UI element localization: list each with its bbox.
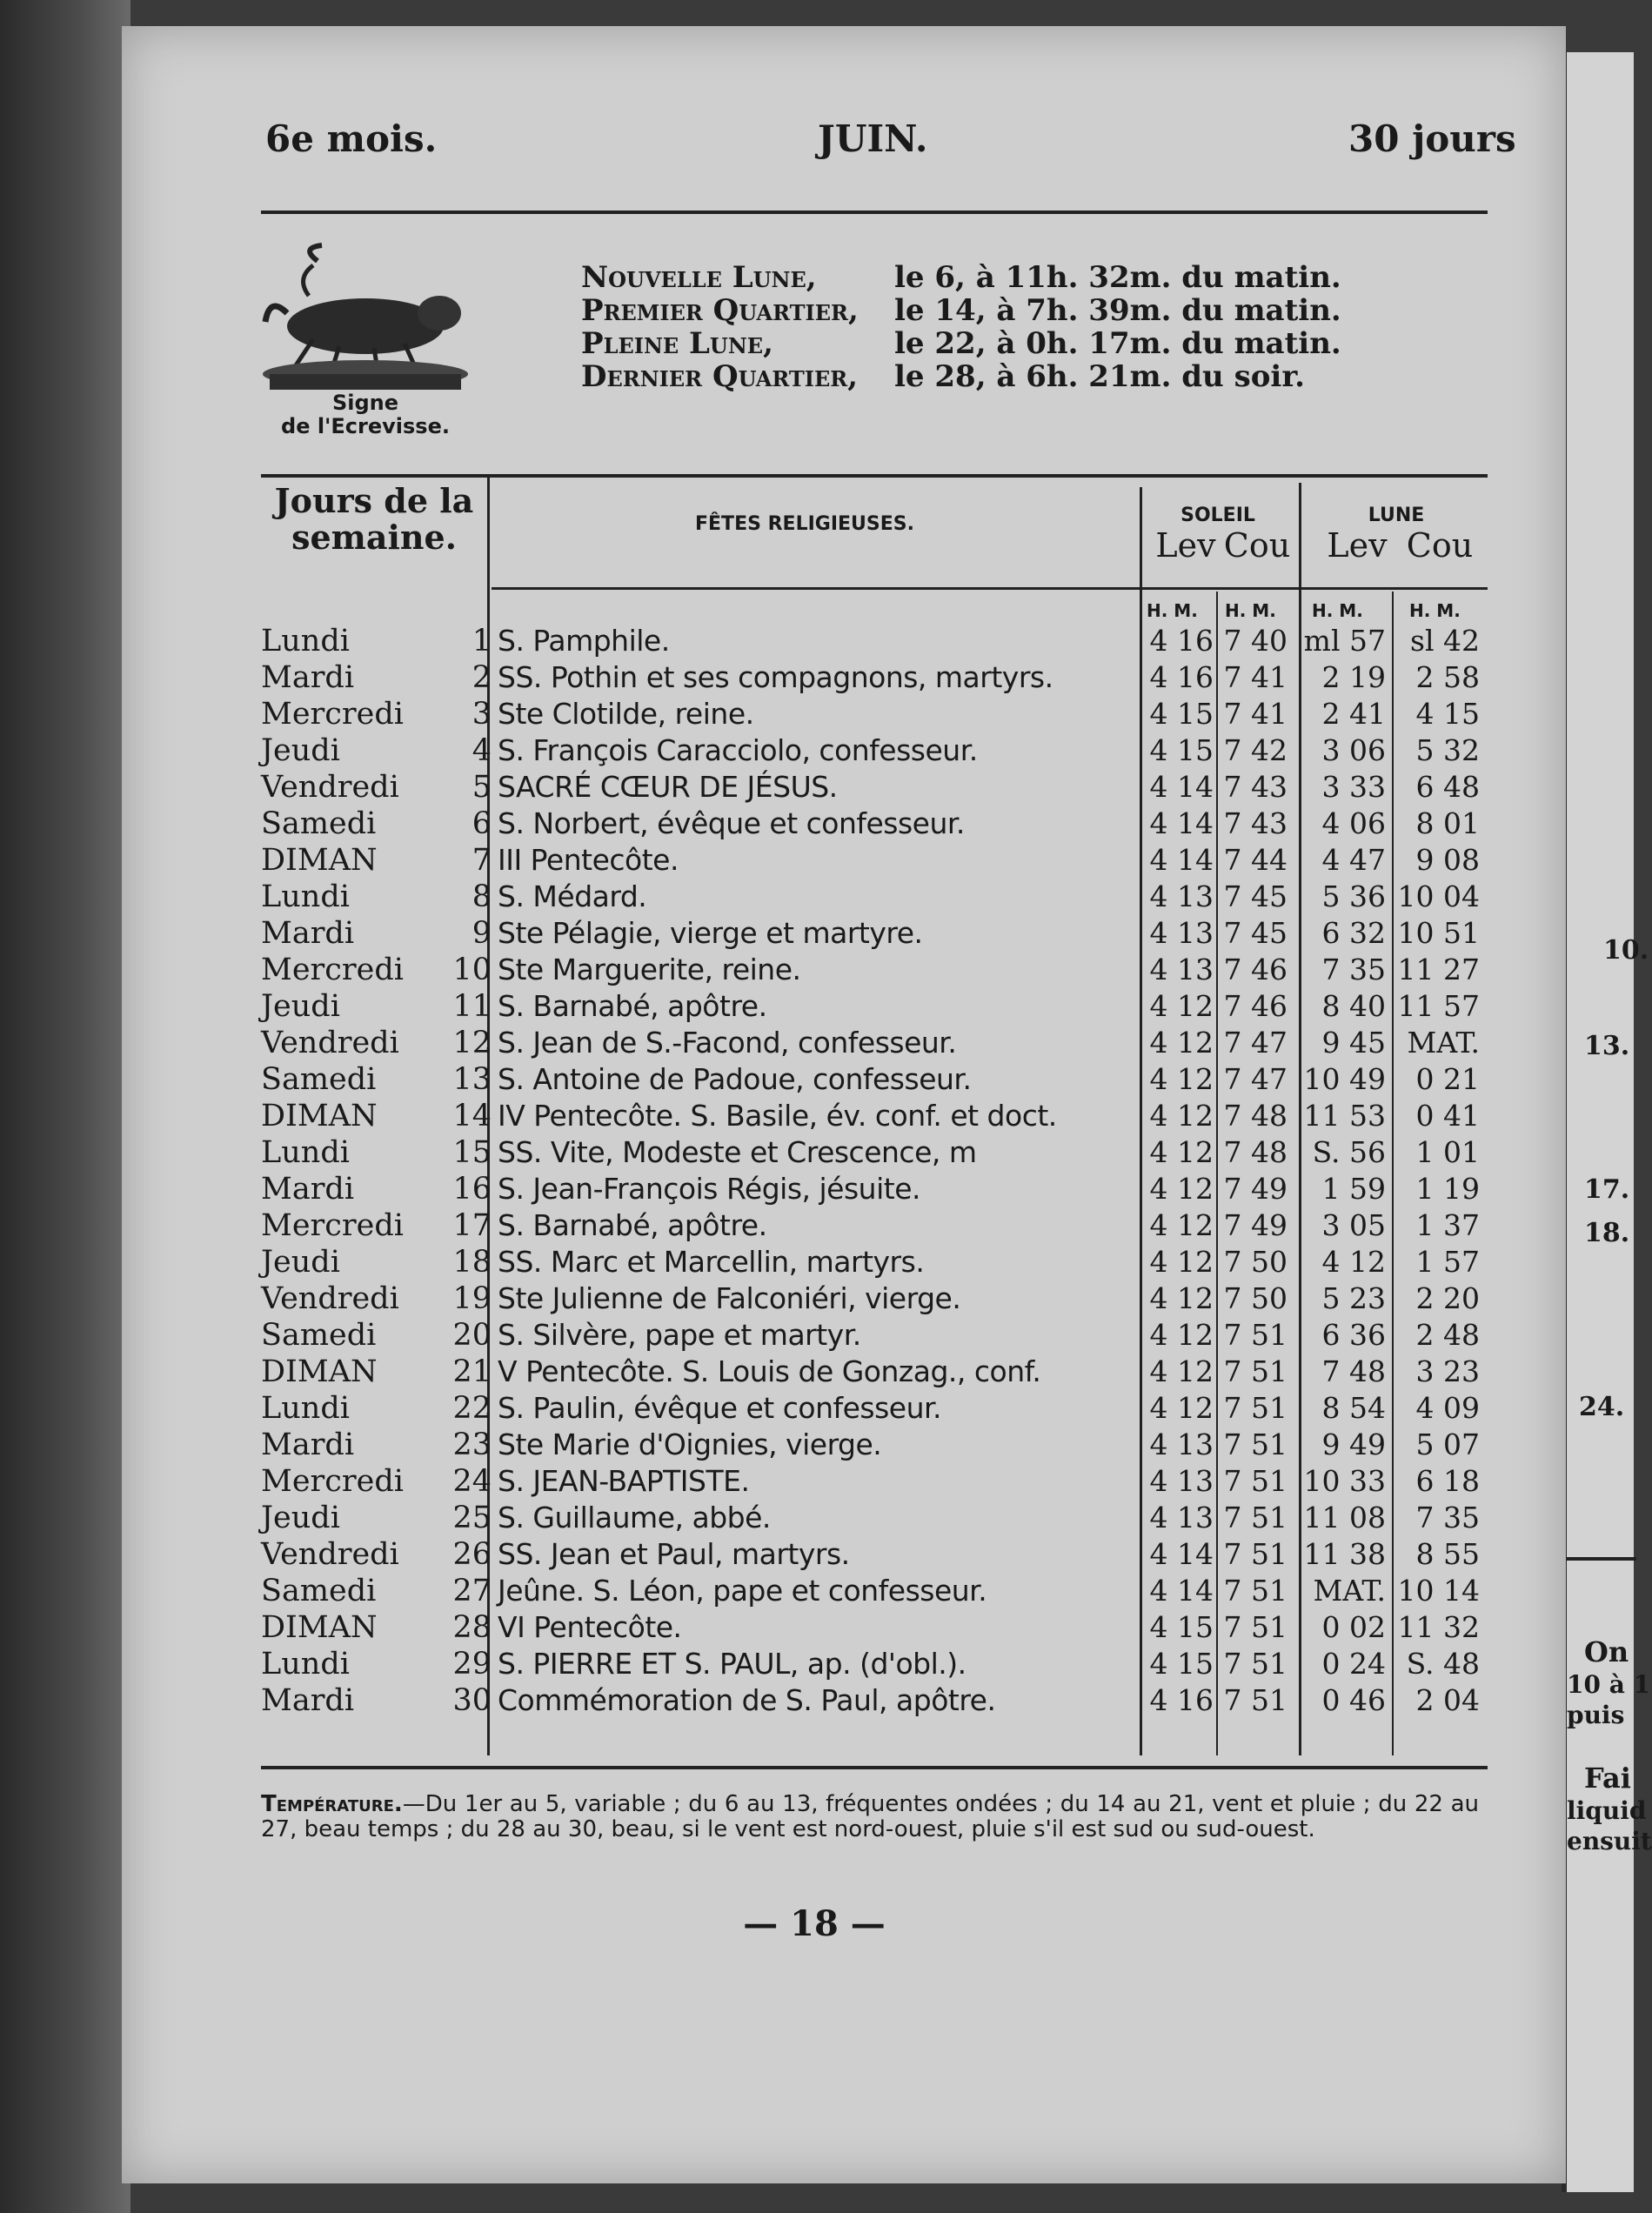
moon-phase-row: Nouvelle Lune, le 6, à 11h. 32m. du matin. (581, 260, 1341, 295)
fete-name: SACRÉ CŒUR DE JÉSUS. (498, 770, 838, 804)
lune-lev: 6 36 (1321, 1318, 1386, 1352)
soleil-cou: 7 48 (1223, 1099, 1287, 1133)
lune-lev: 10 49 (1303, 1062, 1386, 1096)
soleil-lev: 4 12 (1149, 1354, 1214, 1388)
lune-cou: 11 32 (1397, 1610, 1480, 1644)
adjacent-page-text: puis (1567, 1701, 1625, 1729)
soleil-lev: 4 13 (1149, 1501, 1214, 1534)
soleil-lev: 4 14 (1149, 843, 1214, 877)
day-name: Samedi (261, 1062, 377, 1097)
adjacent-page-number: 13. (1584, 1031, 1630, 1061)
lune-cou: S. 48 (1406, 1647, 1480, 1681)
soleil-cou: 7 49 (1223, 1172, 1287, 1206)
day-number: 29 (452, 1647, 492, 1681)
day-name: Vendredi (261, 1026, 399, 1060)
moon-phase-row: Pleine Lune, le 22, à 0h. 17m. du matin. (581, 326, 1341, 361)
lune-cou: 1 01 (1415, 1135, 1480, 1169)
fete-name: S. Barnabé, apôtre. (498, 1208, 767, 1242)
lune-lev: ml 57 (1303, 624, 1386, 658)
subheader-rule (492, 587, 1488, 590)
day-number: 11 (452, 989, 492, 1024)
lune-lev: 9 49 (1321, 1427, 1386, 1461)
day-number: 9 (472, 916, 492, 951)
day-name: Jeudi (261, 989, 340, 1024)
soleil-cou: 7 40 (1223, 624, 1287, 658)
soleil-cou: 7 51 (1223, 1318, 1287, 1352)
soleil-cou: 7 51 (1223, 1391, 1287, 1425)
adjacent-page-rule (1567, 1557, 1636, 1561)
adjacent-page (1562, 52, 1652, 2192)
day-name: Jeudi (261, 1245, 340, 1280)
lune-cou: 1 37 (1415, 1208, 1480, 1242)
lune-lev: MAT. (1313, 1574, 1386, 1608)
soleil-lev: 4 12 (1149, 1391, 1214, 1425)
fete-name: S. François Caracciolo, confesseur. (498, 733, 978, 767)
adjacent-page-number: 10. (1603, 935, 1649, 966)
soleil-cou: 7 51 (1223, 1537, 1287, 1571)
unit-label: H. M. (1147, 600, 1198, 621)
soleil-lev: 4 12 (1149, 1135, 1214, 1169)
fete-name: S. Silvère, pape et martyr. (498, 1318, 861, 1352)
fete-name: Ste Clotilde, reine. (498, 697, 754, 731)
lune-lev: 11 38 (1303, 1537, 1386, 1571)
adjacent-page-text: Fai (1584, 1762, 1631, 1795)
table-bottom-rule (261, 1766, 1488, 1769)
day-number: 1 (472, 624, 492, 659)
lune-cou: 2 04 (1415, 1683, 1480, 1717)
fete-name: SS. Marc et Marcellin, martyrs. (498, 1245, 925, 1279)
fete-name: VI Pentecôte. (498, 1610, 682, 1644)
moon-phase-row: Dernier Quartier, le 28, à 6h. 21m. du soir. (581, 359, 1305, 394)
day-number: 14 (452, 1099, 492, 1133)
day-name: Jeudi (261, 733, 340, 768)
day-number: 18 (452, 1245, 492, 1280)
fete-name: V Pentecôte. S. Louis de Gonzag., conf. (498, 1354, 1041, 1388)
soleil-cou-header: Cou (1223, 526, 1291, 565)
adjacent-page-text: liquid (1567, 1796, 1647, 1825)
lune-lev: 0 02 (1321, 1610, 1386, 1644)
lune-lev: 4 47 (1321, 843, 1386, 877)
day-name: Lundi (261, 1135, 350, 1170)
soleil-lev: 4 12 (1149, 1172, 1214, 1206)
fete-name: S. Barnabé, apôtre. (498, 989, 767, 1023)
day-number: 26 (452, 1537, 492, 1572)
lune-cou: 10 14 (1397, 1574, 1480, 1608)
lune-lev: 7 48 (1321, 1354, 1386, 1388)
day-name: DIMAN (261, 843, 378, 878)
fete-name: S. Paulin, évêque et confesseur. (498, 1391, 942, 1425)
soleil-cou: 7 47 (1223, 1026, 1287, 1060)
lune-lev: 0 24 (1321, 1647, 1386, 1681)
day-number: 17 (452, 1208, 492, 1243)
header-rule (261, 211, 1488, 214)
moon-phases (581, 261, 1341, 393)
day-number: 6 (472, 806, 492, 841)
lune-cou-header: Cou (1406, 526, 1474, 565)
day-name: DIMAN (261, 1354, 378, 1389)
lune-lev: 4 06 (1321, 806, 1386, 840)
lune-cou: 9 08 (1415, 843, 1480, 877)
day-number: 28 (452, 1610, 492, 1645)
soleil-lev: 4 12 (1149, 1099, 1214, 1133)
soleil-cou: 7 43 (1223, 806, 1287, 840)
lune-cou: 0 21 (1415, 1062, 1480, 1096)
adjacent-page-text: On (1584, 1635, 1629, 1668)
day-name: Mercredi (261, 1464, 404, 1499)
soleil-lev: 4 14 (1149, 770, 1214, 804)
adjacent-page-number: 18. (1584, 1218, 1630, 1248)
day-number: 24 (452, 1464, 492, 1499)
adjacent-page-number: 24. (1579, 1392, 1625, 1422)
lune-cou: MAT. (1407, 1026, 1480, 1060)
day-name: Jeudi (261, 1501, 340, 1535)
fete-name: SS. Jean et Paul, martyrs. (498, 1537, 850, 1571)
day-name: Mardi (261, 660, 355, 695)
soleil-lev: 4 12 (1149, 1318, 1214, 1352)
fete-name: S. JEAN-BAPTISTE. (498, 1464, 750, 1498)
unit-label: H. M. (1409, 600, 1461, 621)
soleil-lev: 4 15 (1149, 1647, 1214, 1681)
soleil-lev: 4 16 (1149, 624, 1214, 658)
lune-header: LUNE (1368, 505, 1425, 526)
day-name: Samedi (261, 1574, 377, 1608)
day-name: Samedi (261, 1318, 377, 1353)
temperature-note: Température.—Du 1er au 5, variable ; du 6 au 13, fréquentes ondées ; du 14 au 21, vent et pluie ; du 22 au 27, beau temps ; du 28 au 30, beau, si le vent est nord-ouest, pluie s'il est sud ou sud-ouest. (261, 1791, 1479, 1842)
fete-name: III Pentecôte. (498, 843, 679, 877)
soleil-lev: 4 12 (1149, 1208, 1214, 1242)
soleil-lev: 4 12 (1149, 1245, 1214, 1279)
adjacent-page-text: ensuit (1567, 1827, 1652, 1855)
soleil-lev: 4 13 (1149, 916, 1214, 950)
adjacent-page-text: 10 à 1 (1567, 1670, 1651, 1699)
lune-lev-header: Lev (1327, 526, 1388, 565)
unit-label: H. M. (1312, 600, 1363, 621)
month-title: JUIN. (818, 117, 928, 160)
day-name: Mardi (261, 916, 355, 951)
lune-lev: 11 08 (1303, 1501, 1386, 1534)
soleil-cou: 7 51 (1223, 1354, 1287, 1388)
lune-cou: 2 58 (1415, 660, 1480, 694)
fete-name: S. Pamphile. (498, 624, 670, 658)
fete-name: S. Jean de S.-Facond, confesseur. (498, 1026, 957, 1060)
column-divider (1299, 483, 1301, 1755)
lune-cou: 2 20 (1415, 1281, 1480, 1315)
day-name: DIMAN (261, 1610, 378, 1645)
soleil-cou: 7 51 (1223, 1427, 1287, 1461)
day-name: Mardi (261, 1683, 355, 1718)
lune-cou: 2 48 (1415, 1318, 1480, 1352)
fete-name: Commémoration de S. Paul, apôtre. (498, 1683, 996, 1717)
lune-cou: 4 09 (1415, 1391, 1480, 1425)
days-count: 30 jours (1348, 117, 1516, 160)
unit-label: H. M. (1225, 600, 1276, 621)
lune-cou: sl 42 (1410, 624, 1480, 658)
day-number: 3 (472, 697, 492, 732)
soleil-cou: 7 48 (1223, 1135, 1287, 1169)
fete-name: SS. Vite, Modeste et Crescence, m (498, 1135, 977, 1169)
fete-name: Ste Marie d'Oignies, vierge. (498, 1427, 882, 1461)
day-number: 8 (472, 879, 492, 914)
lune-cou: 11 27 (1397, 953, 1480, 986)
lune-lev: 5 23 (1321, 1281, 1386, 1315)
fete-name: S. PIERRE ET S. PAUL, ap. (d'obl.). (498, 1647, 966, 1681)
lune-cou: 10 51 (1397, 916, 1480, 950)
soleil-header: SOLEIL (1180, 505, 1255, 526)
soleil-lev: 4 12 (1149, 1281, 1214, 1315)
day-number: 23 (452, 1427, 492, 1462)
day-number: 7 (472, 843, 492, 878)
fete-name: S. Jean-François Régis, jésuite. (498, 1172, 920, 1206)
soleil-cou: 7 43 (1223, 770, 1287, 804)
day-name: Vendredi (261, 770, 399, 805)
soleil-lev: 4 14 (1149, 1537, 1214, 1571)
soleil-lev: 4 15 (1149, 697, 1214, 731)
days-column-header: Jours de la semaine. (274, 481, 474, 557)
lune-cou: 8 01 (1415, 806, 1480, 840)
soleil-cou: 7 45 (1223, 879, 1287, 913)
soleil-lev: 4 13 (1149, 953, 1214, 986)
day-number: 30 (452, 1683, 492, 1718)
fete-name: S. Guillaume, abbé. (498, 1501, 771, 1534)
lune-lev: 1 59 (1321, 1172, 1386, 1206)
fete-name: S. Norbert, évêque et confesseur. (498, 806, 965, 840)
lune-cou: 0 41 (1415, 1099, 1480, 1133)
day-name: Mardi (261, 1427, 355, 1462)
lune-lev: S. 56 (1312, 1135, 1386, 1169)
day-name: Mercredi (261, 1208, 404, 1243)
lune-lev: 3 05 (1321, 1208, 1386, 1242)
lune-cou: 1 57 (1415, 1245, 1480, 1279)
soleil-lev: 4 12 (1149, 989, 1214, 1023)
day-number: 10 (452, 953, 492, 987)
lune-lev: 2 41 (1321, 697, 1386, 731)
lune-cou: 3 23 (1415, 1354, 1480, 1388)
day-name: Samedi (261, 806, 377, 841)
lune-lev: 8 40 (1321, 989, 1386, 1023)
day-name: Vendredi (261, 1281, 399, 1316)
day-number: 19 (452, 1281, 492, 1316)
day-name: Lundi (261, 1647, 350, 1681)
lune-lev: 0 46 (1321, 1683, 1386, 1717)
soleil-cou: 7 51 (1223, 1574, 1287, 1608)
soleil-cou: 7 50 (1223, 1281, 1287, 1315)
book-spine (0, 0, 130, 2213)
lune-cou: 5 07 (1415, 1427, 1480, 1461)
day-number: 16 (452, 1172, 492, 1207)
lune-cou: 11 57 (1397, 989, 1480, 1023)
day-number: 25 (452, 1501, 492, 1535)
table-top-rule (261, 474, 1488, 478)
soleil-lev: 4 15 (1149, 733, 1214, 767)
soleil-lev: 4 14 (1149, 1574, 1214, 1608)
soleil-lev: 4 13 (1149, 1427, 1214, 1461)
lune-lev: 2 19 (1321, 660, 1386, 694)
lune-lev: 8 54 (1321, 1391, 1386, 1425)
soleil-cou: 7 51 (1223, 1610, 1287, 1644)
soleil-cou: 7 50 (1223, 1245, 1287, 1279)
soleil-lev-header: Lev (1155, 526, 1216, 565)
fete-name: SS. Pothin et ses compagnons, martyrs. (498, 660, 1053, 694)
lune-cou: 5 32 (1415, 733, 1480, 767)
lune-cou: 8 55 (1415, 1537, 1480, 1571)
zodiac-label: Signe de l'Ecrevisse. (281, 391, 450, 438)
day-name: Mardi (261, 1172, 355, 1207)
day-number: 13 (452, 1062, 492, 1097)
day-number: 5 (472, 770, 492, 805)
soleil-lev: 4 12 (1149, 1062, 1214, 1096)
lune-lev: 11 53 (1303, 1099, 1386, 1133)
lune-lev: 10 33 (1303, 1464, 1386, 1498)
lune-lev: 4 12 (1321, 1245, 1386, 1279)
day-number: 2 (472, 660, 492, 695)
soleil-lev: 4 15 (1149, 1610, 1214, 1644)
soleil-cou: 7 47 (1223, 1062, 1287, 1096)
day-number: 22 (452, 1391, 492, 1426)
day-name: Lundi (261, 624, 350, 659)
lune-cou: 6 48 (1415, 770, 1480, 804)
lune-lev: 7 35 (1321, 953, 1386, 986)
lune-lev: 9 45 (1321, 1026, 1386, 1060)
soleil-lev: 4 16 (1149, 1683, 1214, 1717)
soleil-cou: 7 41 (1223, 697, 1287, 731)
lune-lev: 3 06 (1321, 733, 1386, 767)
soleil-cou: 7 51 (1223, 1501, 1287, 1534)
lune-cou: 1 19 (1415, 1172, 1480, 1206)
fete-name: IV Pentecôte. S. Basile, év. conf. et doct. (498, 1099, 1057, 1133)
day-name: Lundi (261, 879, 350, 914)
day-number: 4 (472, 733, 492, 768)
soleil-lev: 4 12 (1149, 1026, 1214, 1060)
lune-cou: 10 04 (1397, 879, 1480, 913)
day-number: 21 (452, 1354, 492, 1389)
fete-name: Ste Pélagie, vierge et martyre. (498, 916, 923, 950)
lune-cou: 7 35 (1415, 1501, 1480, 1534)
day-name: Vendredi (261, 1537, 399, 1572)
page-number: — 18 — (743, 1903, 886, 1944)
soleil-cou: 7 41 (1223, 660, 1287, 694)
soleil-cou: 7 51 (1223, 1647, 1287, 1681)
fete-name: S. Antoine de Padoue, confesseur. (498, 1062, 972, 1096)
soleil-cou: 7 46 (1223, 989, 1287, 1023)
day-number: 27 (452, 1574, 492, 1608)
soleil-cou: 7 49 (1223, 1208, 1287, 1242)
lune-cou: 4 15 (1415, 697, 1480, 731)
soleil-cou: 7 51 (1223, 1683, 1287, 1717)
adjacent-page-number: 17. (1584, 1174, 1630, 1205)
day-number: 15 (452, 1135, 492, 1170)
soleil-lev: 4 14 (1149, 806, 1214, 840)
soleil-cou: 7 45 (1223, 916, 1287, 950)
month-number: 6e mois. (265, 117, 438, 160)
lune-lev: 6 32 (1321, 916, 1386, 950)
soleil-lev: 4 13 (1149, 879, 1214, 913)
fete-name: Ste Julienne de Falconiéri, vierge. (498, 1281, 961, 1315)
moon-phase-row: Premier Quartier, le 14, à 7h. 39m. du matin. (581, 293, 1341, 328)
fete-name: S. Médard. (498, 879, 647, 913)
soleil-cou: 7 51 (1223, 1464, 1287, 1498)
day-number: 12 (452, 1026, 492, 1060)
soleil-cou: 7 46 (1223, 953, 1287, 986)
soleil-lev: 4 16 (1149, 660, 1214, 694)
lune-lev: 3 33 (1321, 770, 1386, 804)
lune-cou: 6 18 (1415, 1464, 1480, 1498)
day-name: Mercredi (261, 697, 404, 732)
day-name: Mercredi (261, 953, 404, 987)
fete-name: Ste Marguerite, reine. (498, 953, 801, 986)
column-divider (1392, 592, 1394, 1755)
day-name: DIMAN (261, 1099, 378, 1133)
soleil-cou: 7 42 (1223, 733, 1287, 767)
soleil-lev: 4 13 (1149, 1464, 1214, 1498)
day-number: 20 (452, 1318, 492, 1353)
soleil-cou: 7 44 (1223, 843, 1287, 877)
lune-lev: 5 36 (1321, 879, 1386, 913)
fetes-column-header: FÊTES RELIGIEUSES. (695, 513, 914, 535)
day-name: Lundi (261, 1391, 350, 1426)
fete-name: Jeûne. S. Léon, pape et confesseur. (498, 1574, 987, 1608)
